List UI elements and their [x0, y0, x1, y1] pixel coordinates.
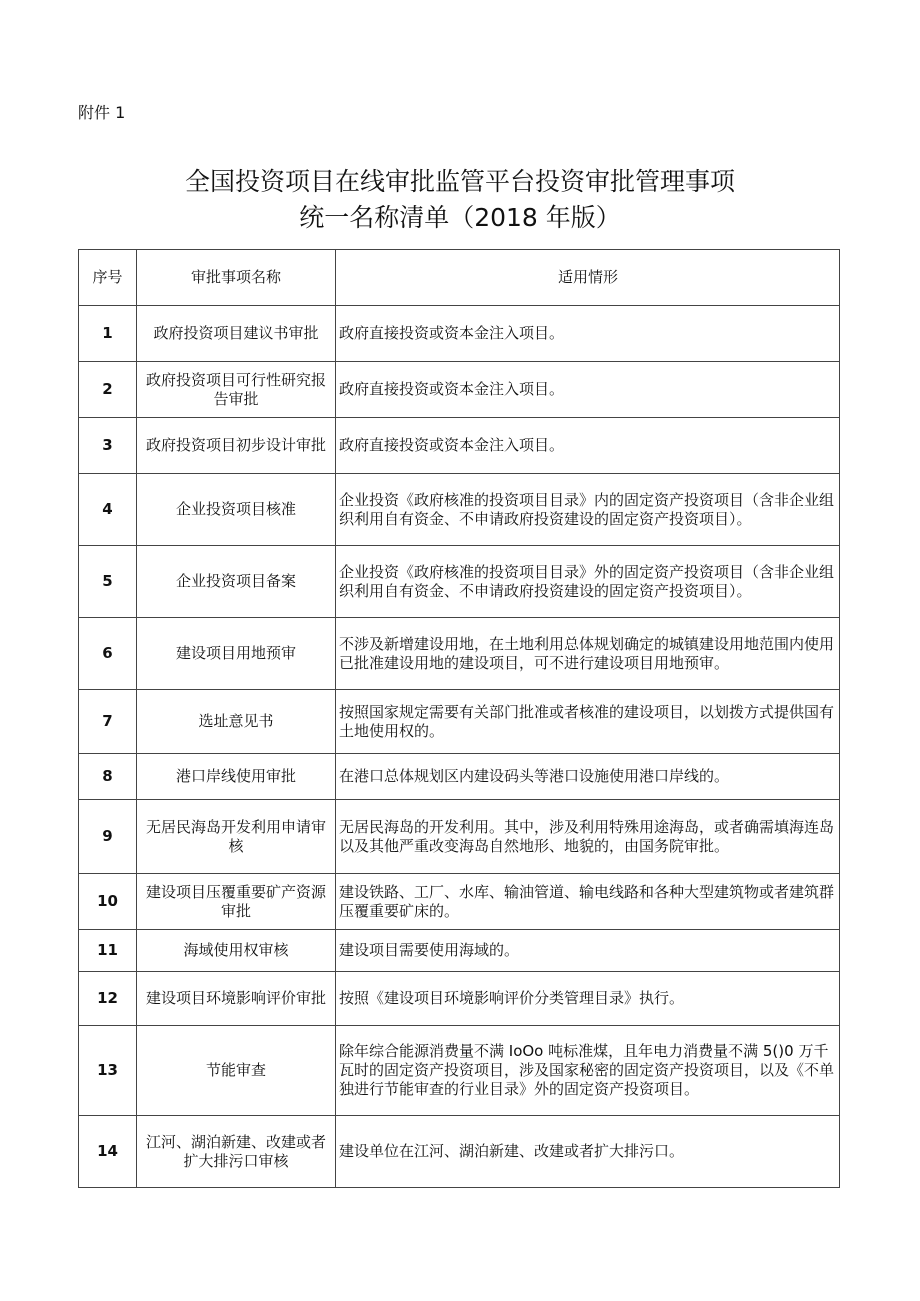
document-title-line2: 统一名称清单（2018 年版） — [299, 203, 621, 232]
table-row — [79, 800, 840, 874]
row-item-name: 企业投资项目核准 — [137, 474, 336, 546]
row-item-name: 节能审查 — [137, 1026, 336, 1116]
row-number: 1 — [79, 306, 137, 362]
header-number: 序号 — [79, 250, 137, 306]
row-item-name: 建设项目用地预审 — [137, 618, 336, 690]
row-item-name: 政府投资项目建议书审批 — [137, 306, 336, 362]
table-row — [79, 418, 840, 474]
row-item-name: 建设项目环境影响评价审批 — [137, 972, 336, 1026]
row-item-name: 政府投资项目可行性研究报告审批 — [137, 362, 336, 418]
row-item-name: 选址意见书 — [137, 690, 336, 754]
row-applicable-case: 政府直接投资或资本金注入项目。 — [336, 306, 840, 362]
row-item-name: 建设项目压覆重要矿产资源审批 — [137, 874, 336, 930]
row-applicable-case: 无居民海岛的开发利用。其中，涉及利用特殊用途海岛，或者确需填海连岛以及其他严重改变海岛自然地形、地貌的，由国务院审批。 — [336, 800, 840, 874]
row-applicable-case: 在港口总体规划区内建设码头等港口设施使用港口岸线的。 — [336, 754, 840, 800]
table-row — [79, 306, 840, 362]
document-title-line1: 全国投资项目在线审批监管平台投资审批管理事项 — [184, 167, 735, 196]
row-number: 2 — [79, 362, 137, 418]
row-item-name: 港口岸线使用审批 — [137, 754, 336, 800]
row-applicable-case: 除年综合能源消费量不满 IoOo 吨标准煤，且年电力消费量不满 5()0 万千瓦时的固定资产投资项目，涉及国家秘密的固定资产投资项目，以及《不单独进行节能审查的行业目录》外的固定资产投资项目。 — [336, 1026, 840, 1116]
table-row — [79, 1116, 840, 1188]
table-row — [79, 972, 840, 1026]
row-number: 8 — [79, 754, 137, 800]
row-applicable-case: 按照国家规定需要有关部门批准或者核准的建设项目，以划拨方式提供国有土地使用权的。 — [336, 690, 840, 754]
row-applicable-case: 建设项目需要使用海域的。 — [336, 930, 840, 972]
row-number: 6 — [79, 618, 137, 690]
table-header-row — [79, 250, 840, 306]
table-row — [79, 874, 840, 930]
row-applicable-case: 建设铁路、工厂、水库、输油管道、输电线路和各种大型建筑物或者建筑群压覆重要矿床的。 — [336, 874, 840, 930]
row-number: 10 — [79, 874, 137, 930]
header-item-name: 审批事项名称 — [137, 250, 336, 306]
header-applicable-case: 适用情形 — [336, 250, 840, 306]
row-number: 7 — [79, 690, 137, 754]
attachment-label: 附件 1 — [78, 103, 126, 122]
table-row — [79, 474, 840, 546]
row-number: 9 — [79, 800, 137, 874]
table-row — [79, 754, 840, 800]
row-number: 5 — [79, 546, 137, 618]
row-applicable-case: 政府直接投资或资本金注入项目。 — [336, 418, 840, 474]
table-row — [79, 362, 840, 418]
row-number: 13 — [79, 1026, 137, 1116]
row-number: 4 — [79, 474, 137, 546]
row-number: 11 — [79, 930, 137, 972]
table-row — [79, 618, 840, 690]
row-applicable-case: 企业投资《政府核准的投资项目目录》内的固定资产投资项目（含非企业组织利用自有资金、不申请政府投资建设的固定资产投资项目）。 — [336, 474, 840, 546]
row-number: 3 — [79, 418, 137, 474]
row-applicable-case: 建设单位在江河、湖泊新建、改建或者扩大排污口。 — [336, 1116, 840, 1188]
row-item-name: 海域使用权审核 — [137, 930, 336, 972]
row-number: 12 — [79, 972, 137, 1026]
row-number: 14 — [79, 1116, 137, 1188]
approval-items-table — [78, 249, 840, 1188]
row-applicable-case: 按照《建设项目环境影响评价分类管理目录》执行。 — [336, 972, 840, 1026]
row-applicable-case: 不涉及新增建设用地，在土地利用总体规划确定的城镇建设用地范围内使用已批准建设用地的建设项目，可不进行建设项目用地预审。 — [336, 618, 840, 690]
table-row — [79, 690, 840, 754]
row-applicable-case: 政府直接投资或资本金注入项目。 — [336, 362, 840, 418]
table-row — [79, 1026, 840, 1116]
row-applicable-case: 企业投资《政府核准的投资项目目录》外的固定资产投资项目（含非企业组织利用自有资金、不申请政府投资建设的固定资产投资项目）。 — [336, 546, 840, 618]
row-item-name: 无居民海岛开发利用申请审核 — [137, 800, 336, 874]
row-item-name: 江河、湖泊新建、改建或者扩大排污口审核 — [137, 1116, 336, 1188]
table-row — [79, 546, 840, 618]
row-item-name: 企业投资项目备案 — [137, 546, 336, 618]
table-row — [79, 930, 840, 972]
row-item-name: 政府投资项目初步设计审批 — [137, 418, 336, 474]
